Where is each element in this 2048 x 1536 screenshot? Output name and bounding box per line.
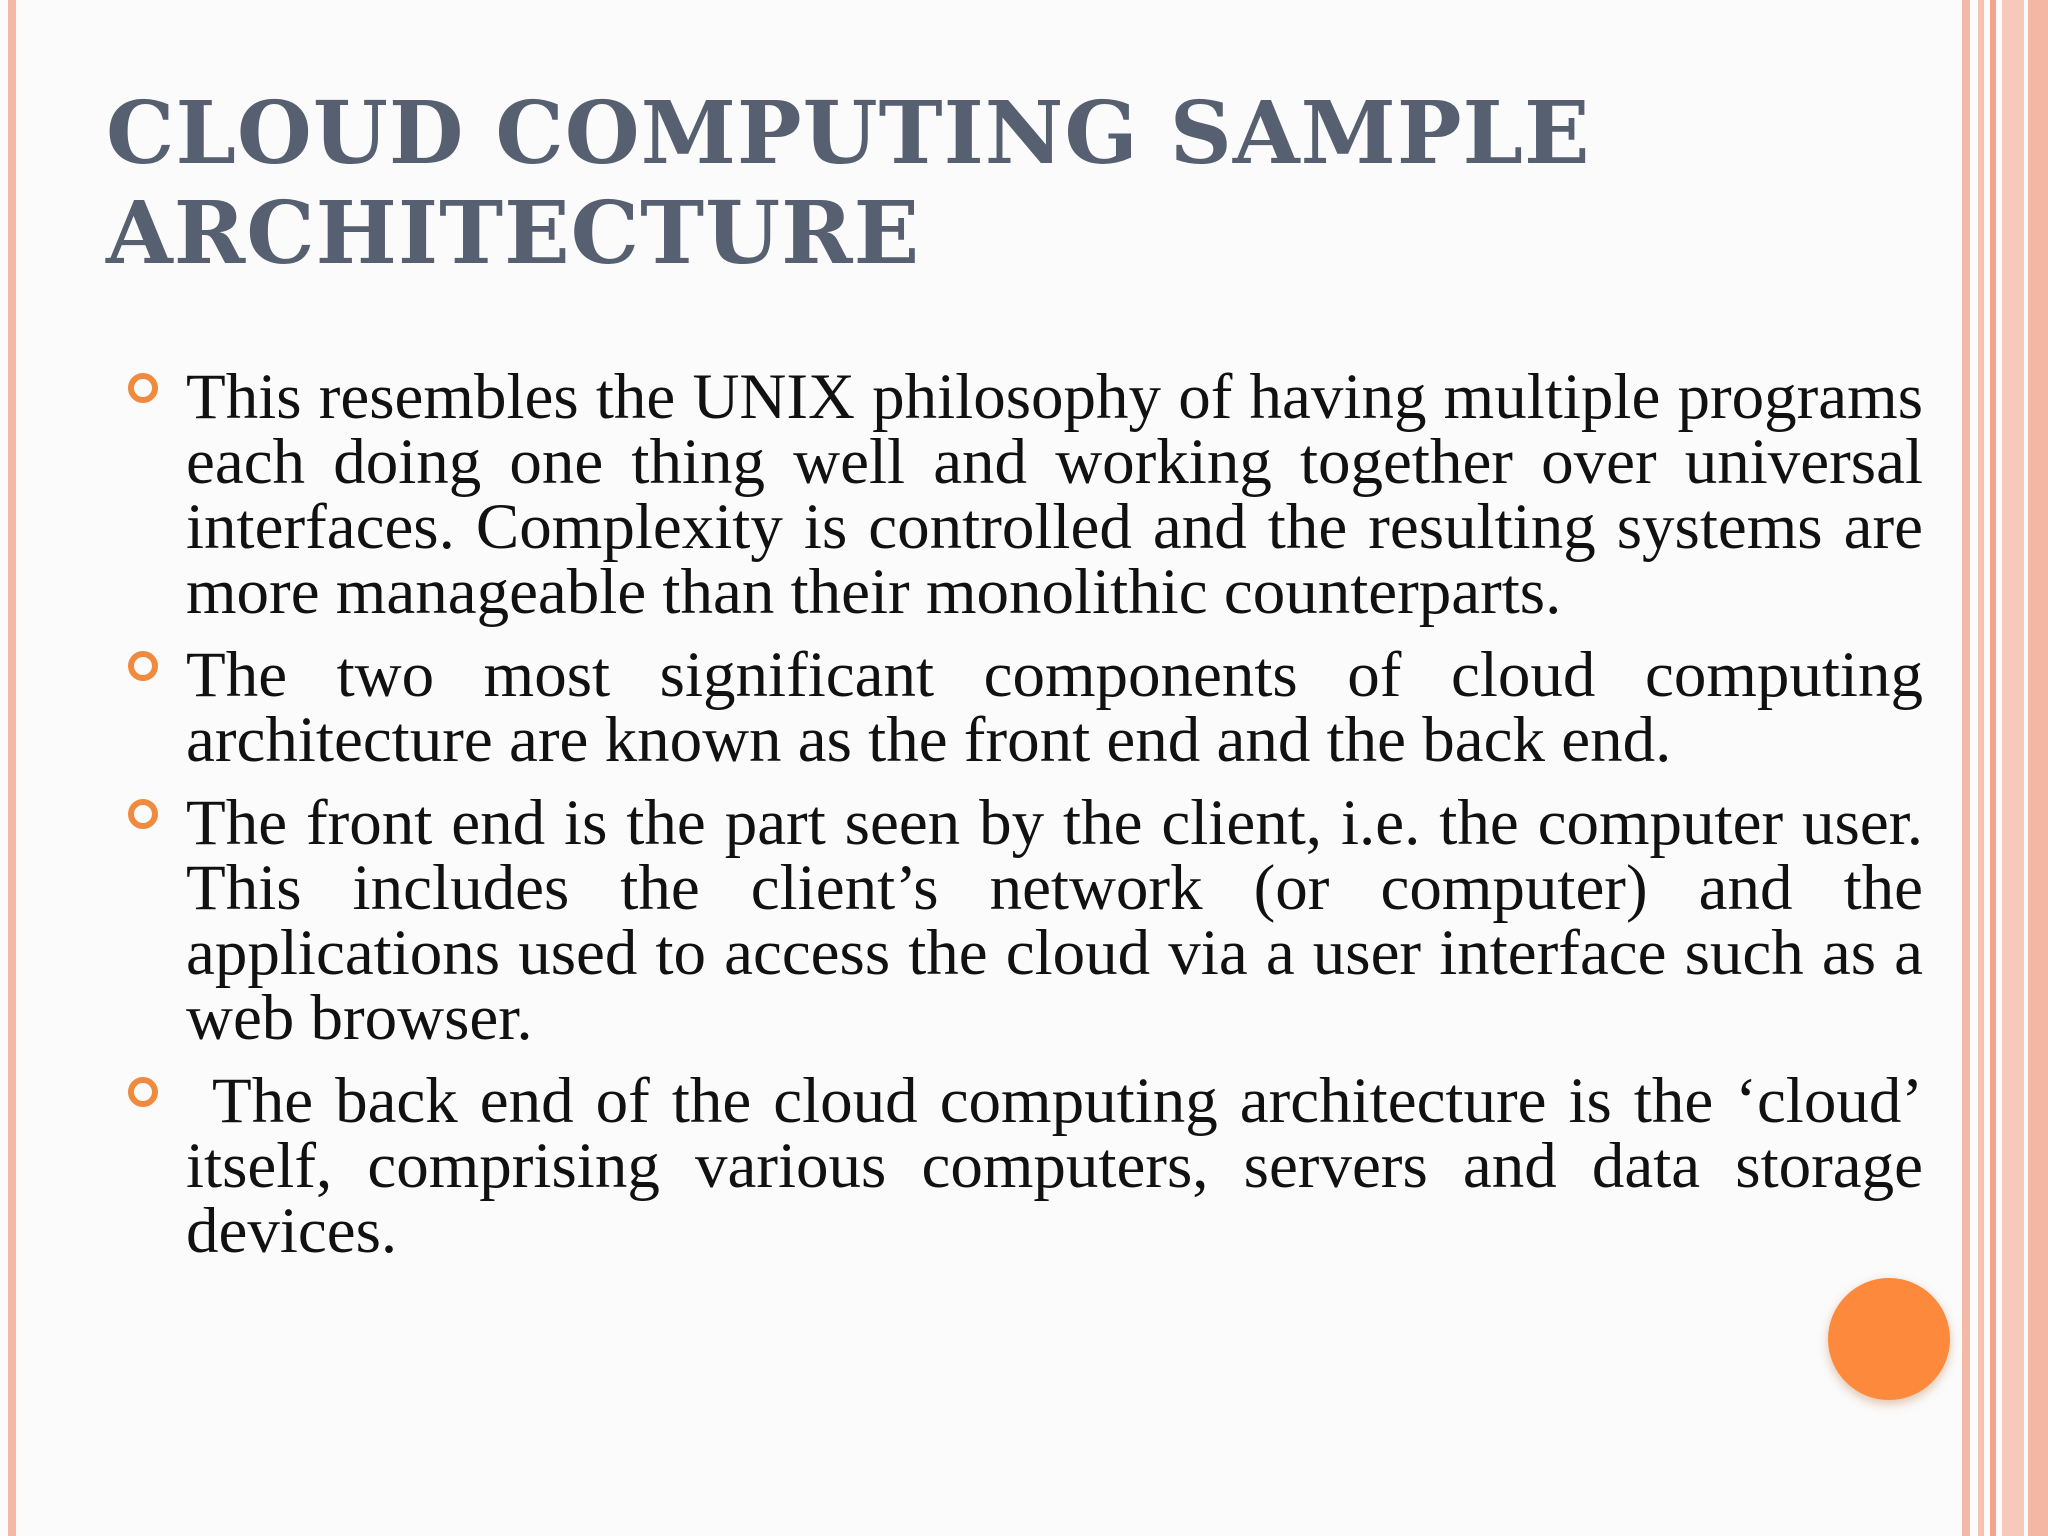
right-border-stripe bbox=[1962, 0, 1970, 1536]
decorative-orange-circle bbox=[1828, 1278, 1950, 1400]
bullet-ring-icon bbox=[128, 373, 158, 403]
slide-title bbox=[106, 84, 1906, 284]
slide-title-line-1: CLOUD COMPUTING SAMPLE bbox=[106, 83, 1591, 184]
slide-title-line-2: ARCHITECTURE bbox=[106, 183, 921, 284]
bullet-item bbox=[128, 639, 1923, 776]
bullet-text: The two most significant components of cloud computing architecture are known as the front end and the back end. bbox=[186, 639, 1923, 776]
bullet-ring-icon bbox=[128, 1077, 158, 1107]
right-border-stripe bbox=[1978, 0, 1984, 1536]
bullet-ring-icon bbox=[128, 799, 158, 829]
bullet-item bbox=[128, 1065, 1923, 1267]
left-border-stripe bbox=[8, 0, 16, 1536]
bullet-text: The back end of the cloud computing architecture is the ‘cloud’ itself, comprising various computers, servers and data storage devices. bbox=[186, 1065, 1923, 1267]
bullet-text: This resembles the UNIX philosophy of having multiple programs each doing one thing well and working together over universal interfaces. Complexity is controlled and the resulting systems are more manageable than their monolithic counterparts. bbox=[186, 361, 1923, 628]
right-border-stripe bbox=[1990, 0, 1996, 1536]
bullet-item bbox=[128, 787, 1923, 1054]
bullet-list bbox=[128, 361, 1923, 1282]
right-border-stripe bbox=[2002, 0, 2024, 1536]
bullet-text: The front end is the part seen by the client, i.e. the computer user. This includes the client’s network (or computer) and the applications used to access the cloud via a user interface such as a web browser. bbox=[186, 787, 1923, 1054]
bullet-ring-icon bbox=[128, 651, 158, 681]
bullet-item bbox=[128, 361, 1923, 628]
right-border-stripe bbox=[2028, 0, 2048, 1536]
